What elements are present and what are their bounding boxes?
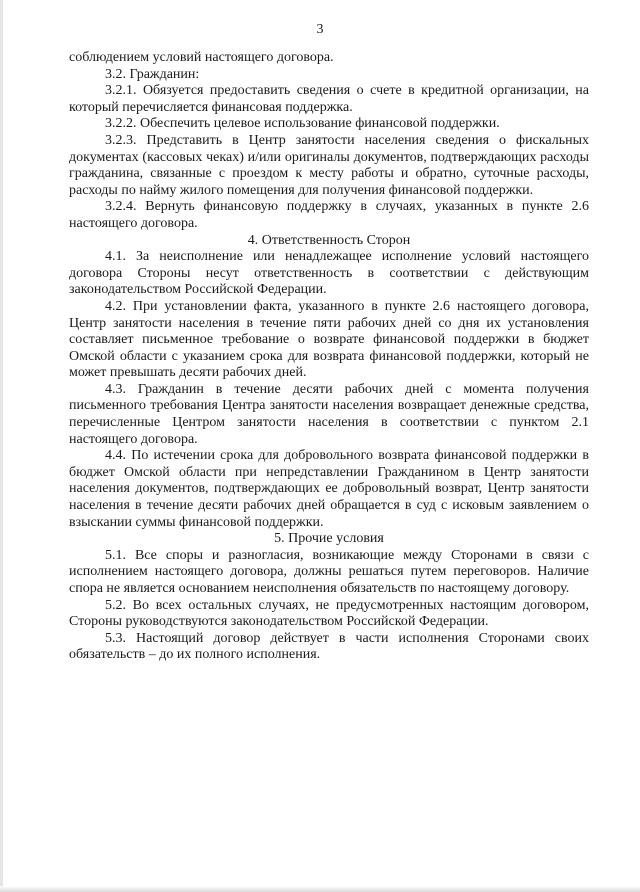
paragraph-5-3: 5.3. Настоящий договор действует в части исполнения Сторонами своих обязательств – до их полного исполнения. (69, 630, 589, 663)
page-number: 3 (316, 22, 324, 37)
document-body (69, 50, 589, 664)
scan-bottom-edge (0, 886, 640, 892)
paragraph-3-2-4: 3.2.4. Вернуть финансовую поддержку в случаях, указанных в пункте 2.6 настоящего договора. (69, 199, 589, 231)
section-4-heading: 4. Ответственность Сторон (247, 232, 411, 248)
paragraph-3-2-1: 3.2.1. Обязуется предоставить сведения о счете в кредитной организации, на который перечисляется финансовая поддержка. (69, 83, 589, 115)
paragraph-5-1: 5.1. Все споры и разногласия, возникающие между Сторонами в связи с исполнением настоящего договора, должны решаться путем переговоров. Наличие спора не является основанием неисполнения обязательств по настоящему договору. (69, 547, 589, 596)
paragraph-4-3: 4.3. Гражданин в течение десяти рабочих дней с момента получения письменного требования Центра занятости населения возвращает денежные средства, перечисленные Центром занятости населения в соответствии с пунктом 2.1 настоящего договора. (69, 381, 589, 447)
scan-left-edge (0, 0, 3, 892)
section-5-heading: 5. Прочие условия (274, 531, 384, 547)
paragraph-3-continuation: соблюдением условий настоящего договора. (69, 50, 334, 65)
paragraph-4-1: 4.1. За неисполнение или ненадлежащее исполнение условий настоящего договора Стороны несут ответственность в соответствии с действующим законодательством Российской Федерации. (69, 249, 589, 298)
paragraph-3-2-2: 3.2.2. Обеспечить целевое использование финансовой поддержки. (105, 116, 500, 132)
paragraph-4-4: 4.4. По истечении срока для добровольного возврата финансовой поддержки в бюджет Омской области при непредставлении Гражданином в Центр занятости населения документов, подтверждающих ее добровольный возврат, Центр занятости населения в течение десяти рабочих дней обращается в суд с исковым заявлением о взыскании суммы финансовой поддержки. (69, 448, 589, 530)
paragraph-5-2: 5.2. Во всех остальных случаях, не предусмотренных настоящим договором, Стороны руководствуются законодательством Российской Федерации. (69, 597, 589, 630)
paragraph-3-2: 3.2. Гражданин: (105, 66, 200, 82)
paragraph-3-2-3: 3.2.3. Представить в Центр занятости населения сведения о фискальных документах (кассовых чеках) и/или оригиналы документов, подтверждающих расходы гражданина, связанные с проездом к месту работы и обратно, суточные расходы, расходы по найму жилого помещения для получения финансовой поддержки. (69, 132, 589, 198)
paragraph-4-2: 4.2. При установлении факта, указанного в пункте 2.6 настоящего договора, Центр занятости населения в течение пяти рабочих дней со дня их установления составляет письменное требование о возврате финансовой поддержки в бюджет Омской области с указанием срока для возврата финансовой поддержки, который не может превышать десяти рабочих дней. (69, 298, 589, 381)
